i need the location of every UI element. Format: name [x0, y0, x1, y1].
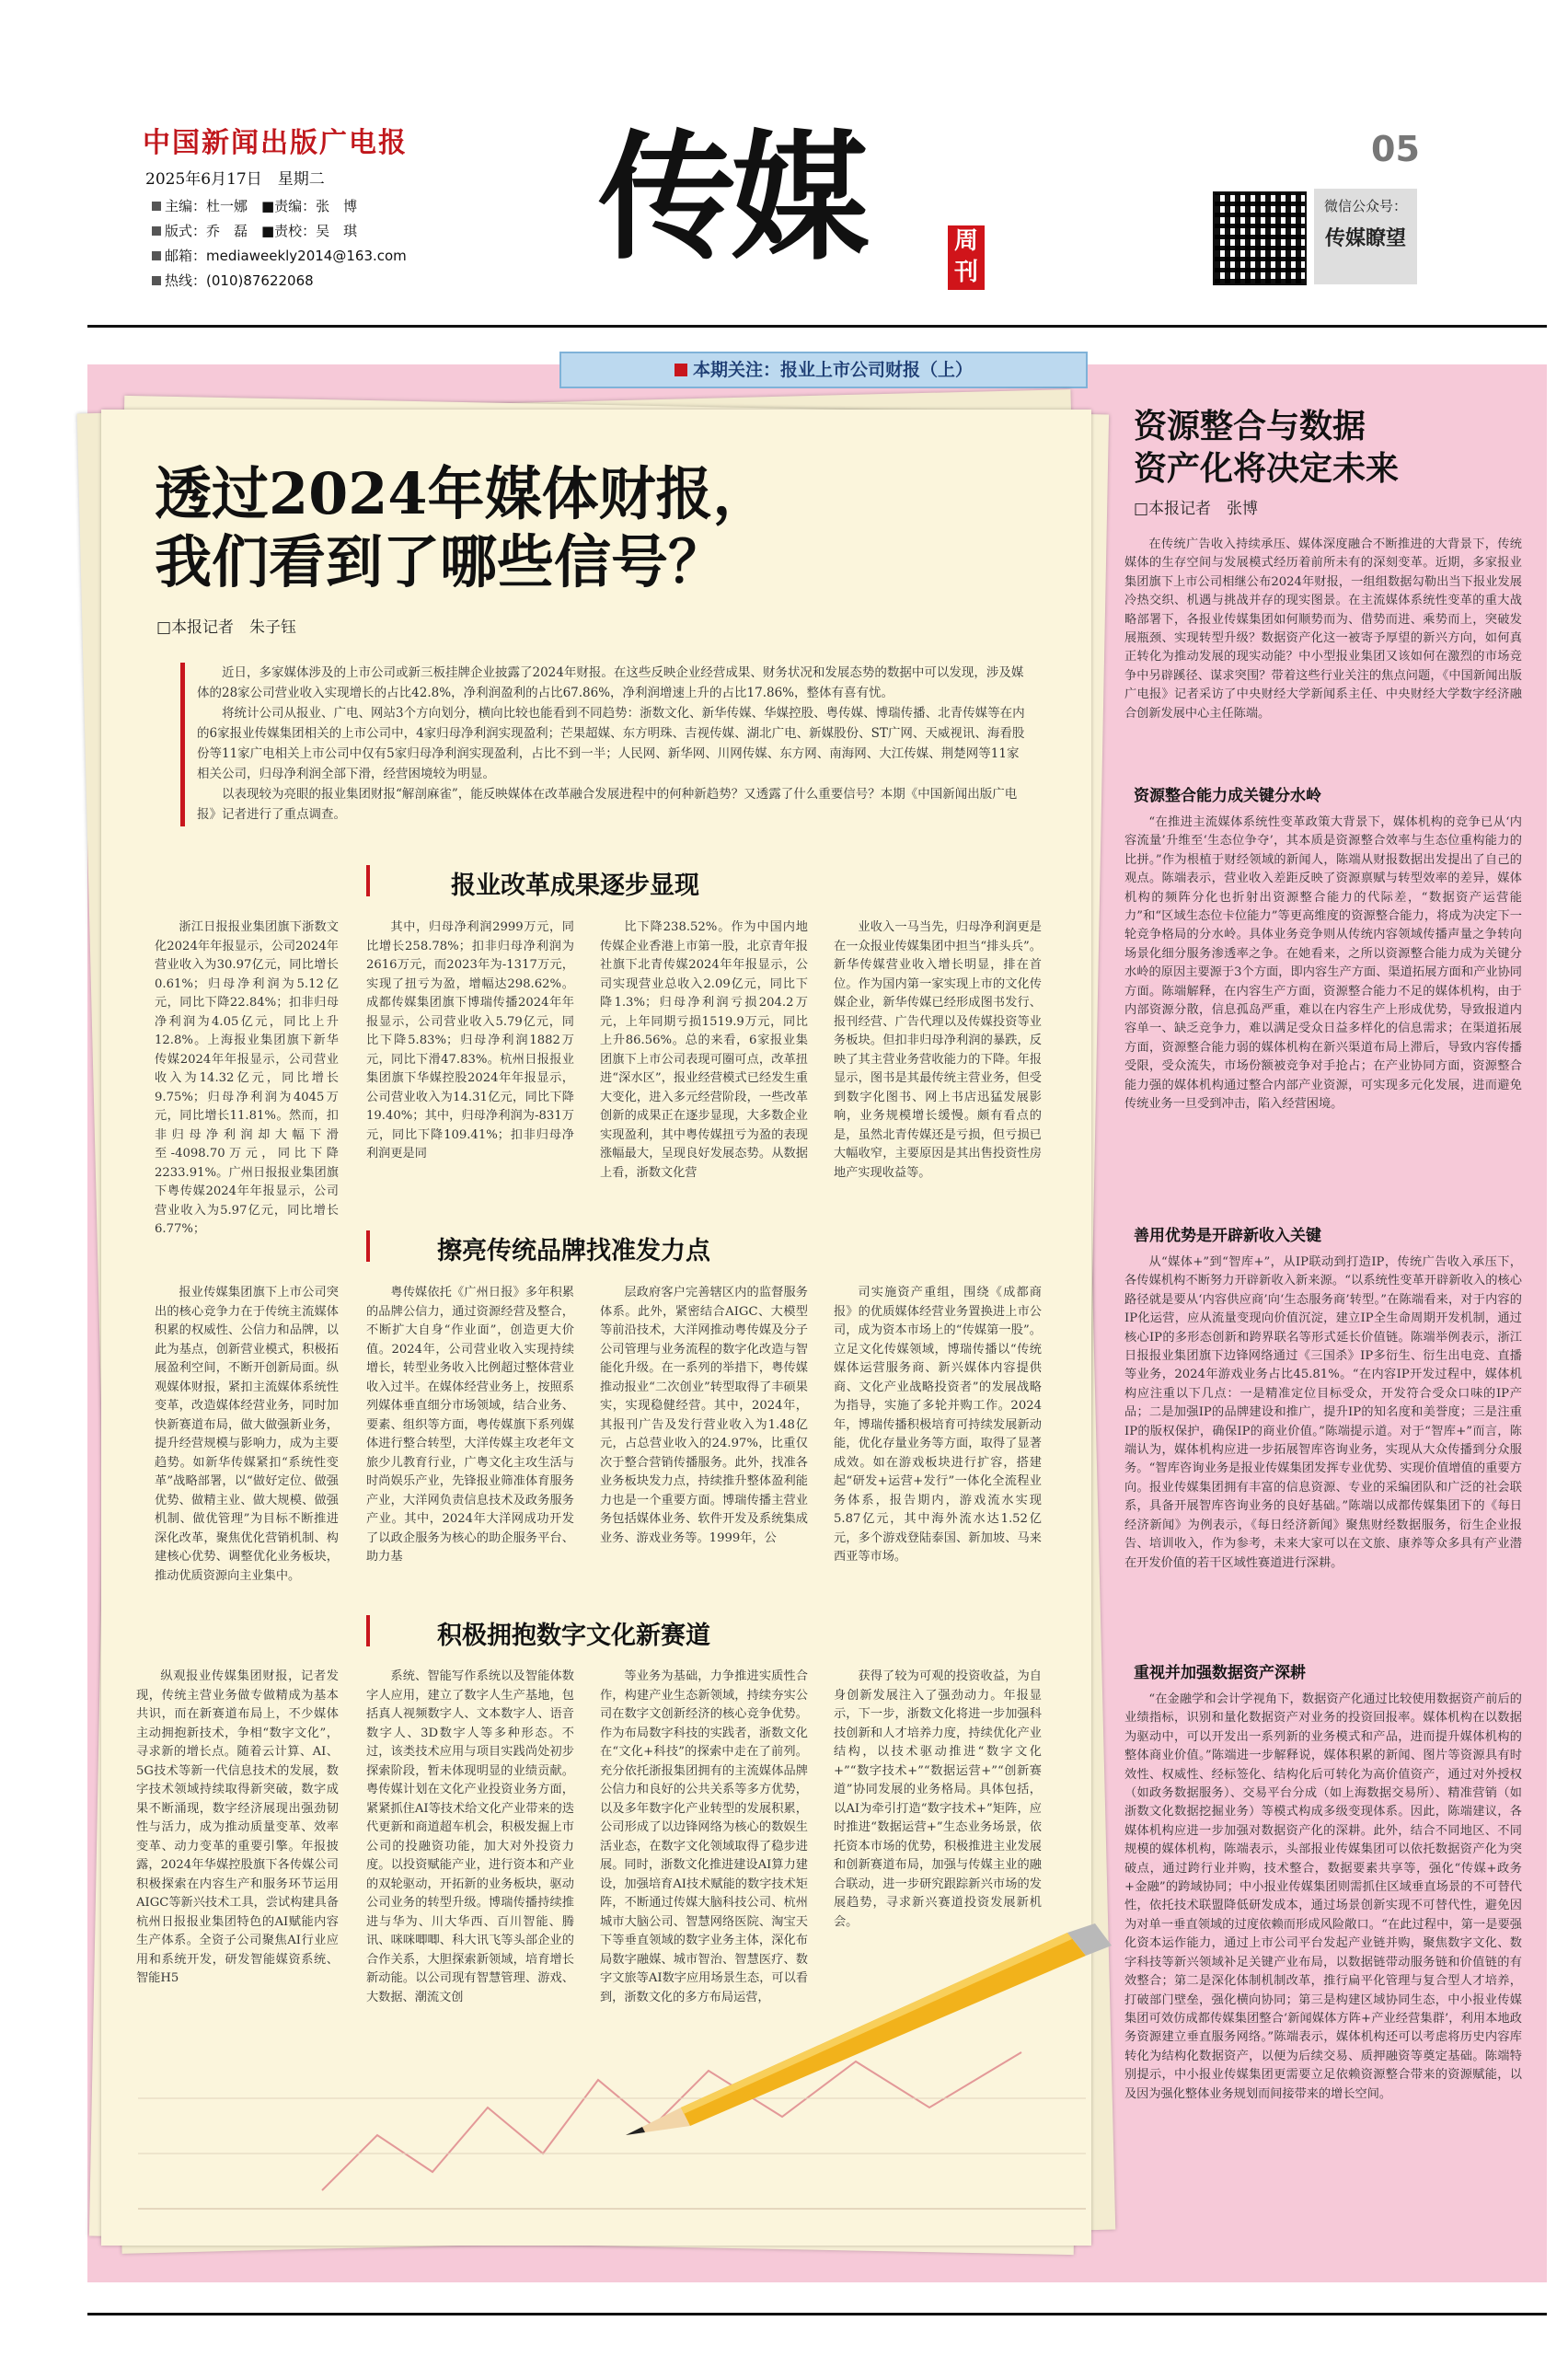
- side-subheading-1: 资源整合能力成关键分水岭: [1134, 787, 1321, 805]
- article-column: 司实施资产重组，围绕《成都商报》的优质媒体经营业务置换进上市公司，成为资本市场上的“传媒第一股”。立足文化传媒领域，博瑞传播以“传统媒体运营服务商、新兴媒体内容提供商、文化产业战略投资者”的发展战略为指导，实施了多轮并购工作。2024年，博瑞传播积极培育可持续发展新动能，优化存量业务等方面，取得了显著成效。如在游戏板块进行扩容，搭建起“研发+运营+发行”一体化全流程业务体系，报告期内，游戏流水实现5.87亿元，其中海外流水达1.52亿元，多个游戏登陆泰国、新加坡、马来西亚等市场。: [834, 1286, 1042, 1564]
- wechat-name: 传媒瞭望: [1324, 227, 1406, 250]
- paper-name: 中国新闻出版广电报: [143, 127, 408, 159]
- article-column: 浙江日报报业集团旗下浙数文化2024年年报显示，公司2024年营业收入为30.97亿元，同比增长0.61%；归母净利润为5.12亿元，同比下降22.84%；扣非归母净利润为4.05亿元，同比上升12.8%。上海报业集团旗下新华传媒2024年年报显示，公司营业收入为14.32亿元，同比增长9.75%；归母净利润为4045万元，同比增长11.81%。然而，扣非归母净利润却大幅下滑至-4098.70万元，同比下降2233.91%。广州日报报业集团旗下粤传媒2024年年报显示，公司营业收入为5.97亿元，同比增长6.77%；: [155, 920, 339, 1236]
- section-title-logo: 传媒: [598, 117, 864, 279]
- article-column: 等业务为基础，力争推进实质性合作，构建产业生态新领域，持续夯实公司在数字文创新经济的核心竞争优势。作为布局数字科技的实践者，浙数文化在“文化+科技”的探索中走在了前列。充分依托浙报集团拥有的主流媒体品牌公信力和良好的公共关系等多方优势，以及多年数字化产业转型的发展积累，公司形成了以边锋网络为核心的数娱生活业态，在数字文化领域取得了稳步进展。同时，浙数文化推进建设AI算力建设，加强培育AI技术赋能的数字技术矩阵，不断通过传媒大脑科技公司、杭州城市大脑公司、智慧网络医院、淘宝天下等垂直领域的数字业务主体，深化布局数字融媒、城市智治、智慧医疗、数字文旅等AI数字应用场景生态，可以看到，浙数文化的多方布局运营，: [600, 1669, 808, 2004]
- section-heading-3: 积极拥抱数字文化新赛道: [437, 1622, 710, 1650]
- footer-divider: [87, 2313, 1547, 2315]
- topic-banner: 本期关注：报业上市公司财报（上）: [559, 352, 1088, 388]
- section-seal: 周刊: [948, 225, 985, 290]
- wechat-label: 微信公众号：: [1323, 198, 1407, 214]
- side-byline: □本报记者 张博: [1134, 500, 1259, 518]
- article-column: 系统、智能写作系统以及智能体数字人应用，建立了数字人生产基地，包括真人视频数字人、文本数字人、语音数字人、3D数字人等多种形态。不过，该类技术应用与项目实践尚处初步探索阶段，暂未体现明显的业绩贡献。粤传媒计划在文化产业投资业务方面，紧紧抓住AI等技术给文化产业带来的迭代更新和商道超车机会，积极发掘上市公司的投融资功能，加大对外投资力度。以投资赋能产业，进行资本和产业的双轮驱动，开拓新的业务板块，驱动公司业务的转型升级。博瑞传播持续推进与华为、川大华西、百川智能、腾讯、咪咪唧唧、科大讯飞等头部企业的合作关系，大胆探索新领域，培育增长新动能。以公司现有智慧管理、游戏、大数据、潮流文创: [366, 1669, 574, 2004]
- side-subheading-2: 善用优势是开辟新收入关键: [1134, 1227, 1321, 1245]
- main-headline: 透过2024年媒体财报， 我们看到了哪些信号？: [155, 460, 770, 595]
- article-column: 其中，归母净利润2999万元，同比增长258.78%；扣非归母净利润为2616万元，而2023年为-1317万元，实现了扭亏为盈，增幅达298.62%。成都传媒集团旗下博瑞传播2024年年报显示，公司营业收入5.79亿元，同比下降5.83%；归母净利润1882万元，同比下滑47.83%。杭州日报报业集团旗下华媒控股2024年年报显示，公司营业收入为14.31亿元，同比下降19.40%；其中，归母净利润为-831万元，同比下降109.41%；扣非归母净利润更是同: [366, 920, 574, 1161]
- page-number: 05: [1371, 129, 1420, 169]
- main-byline: □本报记者 朱子钰: [156, 618, 297, 637]
- article-column: 报业传媒集团旗下上市公司突出的核心竞争力在于传统主流媒体积累的权威性、公信力和品牌，以此为基点，创新营业模式，积极拓展盈利空间，不断开创新局面。纵观媒体财报，紧扣主流媒体系统性变革，改造媒体经营业务，同时加快新赛道布局，做大做强新业务，提升经营规模与影响力，成为主要趋势。如新华传媒紧扣“系统性变革”战略部署，以“做好定位、做强优势、做精主业、做大规模、做强机制、做优管理”为目标不断推进深化改革，聚焦优化营销机制、构建核心优势、调整优化业务板块，推动优质资源向主业集中。: [155, 1286, 339, 1583]
- header-divider: [87, 325, 1547, 328]
- lead-paragraphs: 近日，多家媒体涉及的上市公司或新三板挂牌企业披露了2024年财报。在这些反映企业经营成果、财务状况和发展态势的数据中可以发现，涉及媒体的28家公司营业收入实现增长的占比42.8%，净利润盈利的占比67.86%，净利润增速上升的占比17.86%，整体有喜有忧。 将统计公司从报业、广电、网站3个方向划分，横向比较也能看到不同趋势：浙数文化、新华传媒、华媒控股、粤传媒、博瑞传播、北青传媒等在内的6家报业传媒集团相关的上市公司中，4家归母净利润实现盈利；芒果超媒、东方明珠、吉视传媒、湖北广电、新媒股份、ST广网、天威视讯、海看股份等11家广电相关上市公司中仅有5家归母净利润实现盈利，占比不到一半；人民网、新华网、川网传媒、东方网、南海网、大江传媒、荆楚网等11家相关公司，归母净利润全部下滑，经营困境较为明显。 以表现较为亮眼的报业集团财报“解剖麻雀”，能反映媒体在改革融合发展进程中的何种新趋势？又透露了什么重要信号？本期《中国新闻出版广电报》记者进行了重点调查。: [197, 665, 1025, 822]
- side-section-3: “在金融学和会计学视角下，数据资产化通过比较使用数据资产前后的业绩指标，识别和量化数据资产对业务的投资回报率。媒体机构在以数据为驱动中，可以开发出一系列新的业务模式和产品，进而提升媒体机构的整体商业价值。”陈端进一步解释说，媒体积累的新闻、图片等资源具有时效性、权威性、经标签化、结构化后可转化为高价值资产，通过对外授权（如政务数据服务）、交易平台分成（如上海数据交易所）、精准营销（如浙数文化数据挖掘业务）等模式构成多级变现体系。因此，陈端建议，各媒体机构应进一步加强对数据资产化的深耕。此外，结合不同地区、不同规模的媒体机构，陈端表示，头部报业传媒集团可以依托数据资产化为突破点，通过跨行业并购，技术整合，数据要素共享等，强化“传媒+政务+金融”的跨域协同；中小报业传媒集团则需抓住区域垂直场景的不可替代性，依托技术联盟降低研发成本，通过场景创新实现不可替代性，避免因为对单一垂直领域的过度依赖而形成风险敞口。“在此过程中，第一是要强化资本运作能力，通过上市公司平台发起产业链并购，聚焦数字文化、数字科技等新兴领域补足关键产业布局，以数据链带动服务链和价值链的有效整合；第二是深化体制机制改革，推行扁平化管理与复合型人才培养，打破部门壁垒，强化横向协同；第三是构建区域协同生态，中小报业传媒集团可效仿成都传媒集团整合‘新闻媒体方阵+产业经营集群’，利用本地政务资源建立垂直服务网络。”陈端表示，媒体机构还可以考虑将历史内容库转化为结构化数据资产，以便为后续交易、质押融资等奠定基础。陈端特别提示，中小报业传媒集团更需要立足依赖资源整合带来的资源赋能，以及因为强化整体业务规划而间接带来的增长空间。: [1124, 1692, 1522, 2101]
- qr-code-icon: [1213, 191, 1307, 285]
- section-accent-bar: [366, 865, 370, 896]
- staff-line-2: 版式：乔 磊 ■责校：吴 琪: [152, 221, 357, 240]
- side-headline: 资源整合与数据 资产化将决定未来: [1134, 407, 1400, 488]
- side-section-2: 从“媒体+”到“智库+”，从IP联动到打造IP，传统广告收入承压下，各传媒机构不断努力开辟新收入新来源。“以系统性变革开辟新收入的核心路径就是要从‘内容供应商’向‘生态服务商’转型。”在陈端看来，对于内容的IP化运营，应从流量变现向价值沉淀，建立IP全生命周期开发机制，通过核心IP的多形态创新和跨界联名等形式延长价值链。陈端举例表示，浙江日报报业集团旗下边锋网络通过《三国杀》IP多衍生、衍生出电竞、直播等业务，2024年游戏业务占比45.81%。“在内容IP开发过程中，媒体机构应注重以下几点：一是精准定位目标受众，开发符合受众口味的IP产品；二是加强IP的品牌建设和推广，提升IP的知名度和美誉度；三是注重IP的版权保护，确保IP的商业价值。”陈端提示道。对于“智库+”而言，陈端认为，媒体机构应进一步拓展智库咨询业务，实现从大众传播到分众服务。“智库咨询业务是报业传媒集团发挥专业优势、实现价值增值的重要方向。报业传媒集团拥有丰富的信息资源、专业的采编团队和广泛的社会联系，具备开展智库咨询业务的良好基础。”陈端以成都传媒集团下的《每日经济新闻》为例表示，《每日经济新闻》聚焦财经数据服务，衍生企业报告、培训收入，作为参考，未来大家可以在文旅、康养等众多具有产业潜在开发价值的若干区域性赛道进行深耕。: [1124, 1255, 1522, 1570]
- article-column: 业收入一马当先，归母净利润更是在一众报业传媒集团中担当“排头兵”。新华传媒营业收入增长明显，排在首位。作为国内第一家实现上市的文化传媒企业，新华传媒已经形成图书发行、报刊经营、广告代理以及传媒投资等业务板块。但扣非归母净利润的暴跌，反映了其主营业务营收能力的下降。年报显示，图书是其最传统主营业务，但受到数字化图书、网上书店迅猛发展影响，业务规模增长缓慢。颇有看点的是，虽然北青传媒还是亏损，但亏损已大幅收窄，主要原因是其出售投资性房地产实现收益等。: [834, 920, 1042, 1180]
- side-section-1: “在推进主流媒体系统性变革政策大背景下，媒体机构的竞争已从‘内容流量’升维至‘生态位争夺’，其本质是资源整合效率与生态位重构能力的比拼。”作为根植于财经领域的新闻人，陈端从财报数据出发提出了自己的观点。陈端表示，营业收入差距反映了资源禀赋与转型效率的差异，媒体机构的频阵分化也折射出资源整合能力的代际差，“数据资产运营能力”和“区域生态位卡位能力”等更高维度的资源整合能力，将成为决定下一轮竞争格局的分水岭。具体业务竞争则从传统内容领域传播声量之争转向场景化细分服务渗透率之争。在她看来，之所以资源整合能力成为关键分水岭的原因主要源于3个方面，即内容生产方面、渠道拓展方面和产业协同方面。陈端解释，在内容生产方面，资源整合能力不足的媒体机构，由于内部资源分散，信息孤岛严重，难以在内容生产上形成优势，导致报道内容单一、缺乏竞争力，难以满足受众日益多样化的信息需求；在渠道拓展方面，资源整合能力弱的媒体机构在新兴渠道布局上滞后，导致内容传播受限，受众流失，市场份额被竞争对手抢占；在产业协同方面，资源整合能力强的媒体机构通过整合内部产业资源，可实现多元化发展，进而避免传统业务一旦受到冲击，陷入经营困境。: [1124, 815, 1522, 1112]
- article-column: 比下降238.52%。作为中国内地传媒企业香港上市第一股，北京青年报社旗下北青传媒2024年年报显示，公司实现营业总收入2.09亿元，同比下降1.3%；归母净利润亏损204.2万元，上年同期亏损1519.9万元，同比上升86.56%。总的来看，6家报业集团旗下上市公司表现可圈可点，改革扭进“深水区”，报业经营模式已经发生重大变化，进入多元经营阶段，一些改革创新的成果正在逐步显现，大多数企业实现盈利，其中粤传媒扭亏为盈的表现涨幅最大，呈现良好发展态势。从数据上看，浙数文化营: [600, 920, 808, 1180]
- article-column: 层政府客户完善辖区内的监督服务体系。此外，紧密结合AIGC、大模型等前沿技术，大洋网推动粤传媒及分子公司管理与业务流程的数字化改造与智能化升级。在一系列的举措下，粤传媒推动报业“二次创业”转型取得了丰硕果实，实现稳健经营。其中，2024年，其报刊广告及发行营业收入为1.48亿元，占总营业收入的24.97%，比重仅次于整合营销传播服务。此外，找准各业务板块发力点，持续推升整体盈利能力也是一个重要方面。博瑞传播主营业务包括媒体业务、软件开发及系统集成业务、游戏业务等。1999年，公: [600, 1286, 808, 1545]
- lead-accent-bar: [180, 663, 185, 826]
- article-column: 粤传媒依托《广州日报》多年积累的品牌公信力，通过资源经营及整合，不断扩大自身“作业面”，创造更大价值。2024年，公司营业收入实现持续增长，转型业务收入比例超过整体营业收入过半。在媒体经营业务上，按照系列媒体垂直细分市场领域，结合业务、要素、组织等方面，粤传媒旗下系列媒体进行整合转型，大洋传媒主攻老年文旅少儿教育行业，广粤文化主攻生活与时尚娱乐产业，先锋报业筛准体育服务产业，大洋网负责信息技术及政务服务产业。其中，2024年大洋网成功开发了以政企服务为核心的助企服务平台、助力基: [366, 1286, 574, 1564]
- article-column: 获得了较为可观的投资收益，为自身创新发展注入了强劲动力。年报显示，下一步，浙数文化将进一步加强科技创新和人才培养力度，持续优化产业结构，以技术驱动推进“数字文化+”“数字技术+”“数据运营+”“创新赛道”协同发展的业务格局。具体包括，以AI为牵引打造“数字技术+”矩阵，应时推进“数据运营+”生态业务场景，依托资本市场的优势，积极推进主业发展和创新赛道布局，加强与传媒主业的融合联动，进一步研究跟踪新兴市场的发展趋势，寻求新兴赛道投资发展新机会。: [834, 1669, 1042, 1929]
- staff-line-1: 主编：杜一娜 ■责编：张 博: [152, 196, 357, 215]
- pencil-icon: [607, 1923, 1123, 2163]
- section-accent-bar: [366, 1230, 370, 1262]
- section-accent-bar: [366, 1615, 370, 1646]
- section-heading-2: 擦亮传统品牌找准发力点: [437, 1237, 710, 1265]
- staff-email: 邮箱：mediaweekly2014@163.com: [152, 246, 407, 265]
- staff-hotline: 热线：(010)87622068: [152, 271, 314, 290]
- side-subheading-3: 重视并加强数据资产深耕: [1134, 1664, 1306, 1682]
- side-intro: 在传统广告收入持续承压、媒体深度融合不断推进的大背景下，传统媒体的生存空间与发展模式经历着前所未有的深刻变革。近期，多家报业集团旗下上市公司相继公布2024年财报，一组组数据勾勒出当下报业发展冷热交织、机遇与挑战并存的现实图景。在主流媒体系统性变革的重大战略部署下，各报业传媒集团如何顺势而为、借势而进、乘势而上，突破发展瓶颈、实现转型升级？数据资产化这一被寄予厚望的新兴方向，如何真正转化为推动发展的现实动能？中小型报业集团又该如何在激烈的市场竞争中另辟蹊径、谋求突围？带着这些行业关注的焦点问题，《中国新闻出版广电报》记者采访了中央财经大学新闻系主任、中央财经大学数字经济融合创新发展中心主任陈端。: [1124, 537, 1522, 721]
- section-heading-1: 报业改革成果逐步显现: [451, 872, 699, 900]
- wechat-box: [1314, 189, 1417, 284]
- article-column: 纵观报业传媒集团财报，记者发现，传统主营业务做专做精成为基本共识，而在新赛道布局上，不少媒体主动拥抱新技术，争相“数字文化”，寻求新的增长点。随着云计算、AI、5G技术等新一代信息技术的发展，数字技术领域持续取得新突破，数字成果不断涌现，数字经济展现出强劲韧性与活力，成为推动质量变革、效率变革、动力变革的重要引擎。年报披露，2024年华媒控股旗下各传媒公司积极探索在内容生产和服务环节运用AIGC等新兴技术工具，尝试构建具备杭州日报报业集团特色的AI赋能内容生产体系。全资子公司聚焦AI行业应用和系统开发，研发智能媒资系统、智能H5: [136, 1669, 339, 1985]
- issue-date: 2025年6月17日 星期二: [145, 170, 325, 189]
